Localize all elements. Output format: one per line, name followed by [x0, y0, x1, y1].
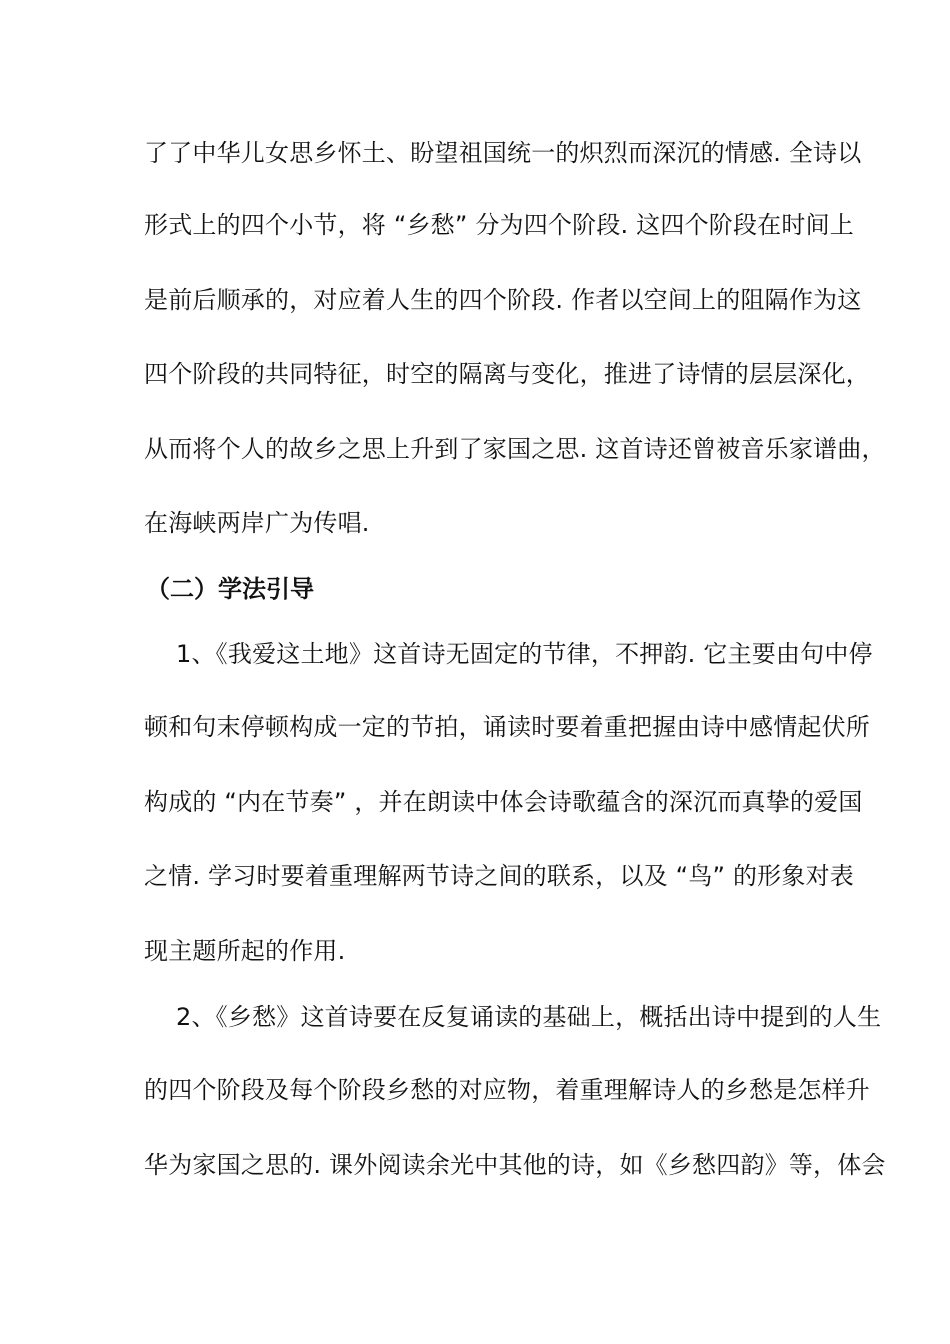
intro-line-5: 从而将个人的故乡之思上升到了家国之思. 这首诗还曾被音乐家谱曲，	[144, 435, 886, 463]
item-2-line-3: 华为家国之思的. 课外阅读余光中其他的诗，如《乡愁四韵》等，体会	[144, 1151, 886, 1179]
intro-line-3: 是前后顺承的，对应着人生的四个阶段. 作者以空间上的阻隔作为这	[144, 286, 862, 314]
item-2-line-1: 2、《乡愁》这首诗要在反复诵读的基础上，概括出诗中提到的人生	[176, 1003, 882, 1031]
section-heading: （二）学法引导	[146, 575, 314, 603]
intro-line-6: 在海峡两岸广为传唱.	[144, 509, 370, 537]
item-2-line-2: 的四个阶段及每个阶段乡愁的对应物，着重理解诗人的乡愁是怎样升	[144, 1076, 870, 1104]
intro-line-1: 了了中华儿女思乡怀土、盼望祖国统一的炽烈而深沉的情感. 全诗以	[144, 139, 862, 167]
item-1-line-2: 顿和句末停顿构成一定的节拍，诵读时要着重把握由诗中感情起伏所	[144, 713, 870, 741]
item-1-line-4: 之情. 学习时要着重理解两节诗之间的联系，以及 “鸟” 的形象对表	[144, 862, 854, 890]
intro-line-2: 形式上的四个小节，将 “乡愁” 分为四个阶段. 这四个阶段在时间上	[144, 211, 854, 239]
item-1-line-1: 1、《我爱这土地》这首诗无固定的节律，不押韵. 它主要由句中停	[176, 640, 873, 668]
item-1-line-5: 现主题所起的作用.	[144, 937, 346, 965]
intro-line-4: 四个阶段的共同特征，时空的隔离与变化，推进了诗情的层层深化，	[144, 360, 870, 388]
item-1-line-3: 构成的 “内在节奏” ，并在朗读中体会诗歌蕴含的深沉而真挚的爱国	[144, 788, 863, 816]
